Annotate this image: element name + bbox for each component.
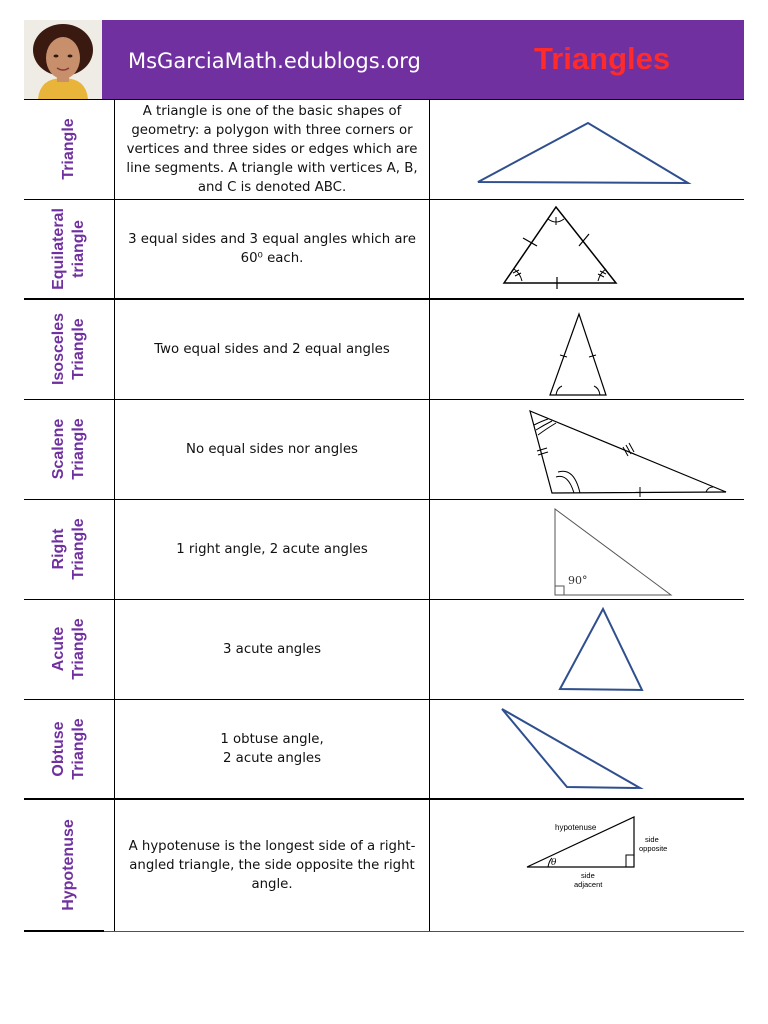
row-hypotenuse (24, 799, 744, 931)
row-divider (24, 599, 744, 600)
row-divider (24, 499, 744, 500)
side-opposite-label-1: side (645, 835, 659, 844)
side-adjacent-label-1: side (581, 871, 595, 880)
right-figure (430, 499, 744, 599)
scalene-figure (430, 399, 744, 499)
site-name: MsGarciaMath.edublogs.org (128, 49, 421, 73)
row-label: Acute Triangle (50, 618, 87, 680)
row-divider (24, 798, 744, 800)
column-divider (114, 99, 115, 931)
acute-figure (430, 599, 744, 699)
hypotenuse-figure (430, 799, 744, 931)
row-equilateral (24, 199, 744, 299)
theta-label: θ (551, 858, 557, 868)
row-description: 3 equal sides and 3 equal angles which are 60⁰ each. (128, 232, 416, 266)
row-description: Two equal sides and 2 equal angles (154, 341, 390, 357)
row-label: Isosceles Triangle (50, 312, 87, 386)
row-divider (24, 199, 744, 200)
table-bottom-border (24, 930, 104, 932)
obtuse-figure (430, 699, 744, 799)
side-opposite-label-2: opposite (639, 844, 668, 853)
row-description: 1 obtuse angle, 2 acute angles (220, 732, 324, 766)
hypotenuse-label: hypotenuse (555, 823, 597, 832)
row-divider (24, 99, 744, 100)
row-label: Right Triangle (50, 518, 87, 580)
table-bottom-accent (104, 931, 744, 932)
triangle-figure (430, 99, 744, 199)
triangles-table (24, 99, 744, 932)
column-divider (429, 99, 430, 931)
row-obtuse (24, 699, 744, 799)
row-isosceles (24, 299, 744, 399)
row-right (24, 499, 744, 599)
row-label: Triangle (60, 118, 77, 180)
row-triangle (24, 99, 744, 199)
row-label: Hypotenuse (60, 819, 77, 911)
row-label: Scalene Triangle (50, 418, 87, 480)
row-description: A hypotenuse is the longest side of a right-angled triangle, the side opposite the right angle. (128, 838, 416, 892)
side-adjacent-label-2: adjacent (574, 880, 603, 889)
row-scalene (24, 399, 744, 499)
header-banner (102, 20, 744, 99)
author-photo (24, 20, 102, 99)
row-label: Obtuse Triangle (50, 718, 87, 780)
right-angle-label: 90° (568, 574, 588, 587)
row-divider (24, 298, 744, 300)
isosceles-figure (430, 299, 744, 399)
page-title: Triangles (534, 41, 671, 76)
row-acute (24, 599, 744, 699)
row-description: 1 right angle, 2 acute angles (176, 541, 368, 557)
header (24, 20, 744, 99)
row-description: A triangle is one of the basic shapes of geometry: a polygon with three corners or vertices and three sides or edges which are line segments. A triangle with vertices A, B, and C is denoted ABC. (126, 103, 418, 195)
row-label: Equilateral triangle (50, 208, 87, 290)
equilateral-figure (430, 199, 744, 299)
row-divider (24, 399, 744, 400)
row-divider (24, 699, 744, 700)
row-description: No equal sides nor angles (186, 441, 358, 457)
row-description: 3 acute angles (222, 641, 321, 657)
